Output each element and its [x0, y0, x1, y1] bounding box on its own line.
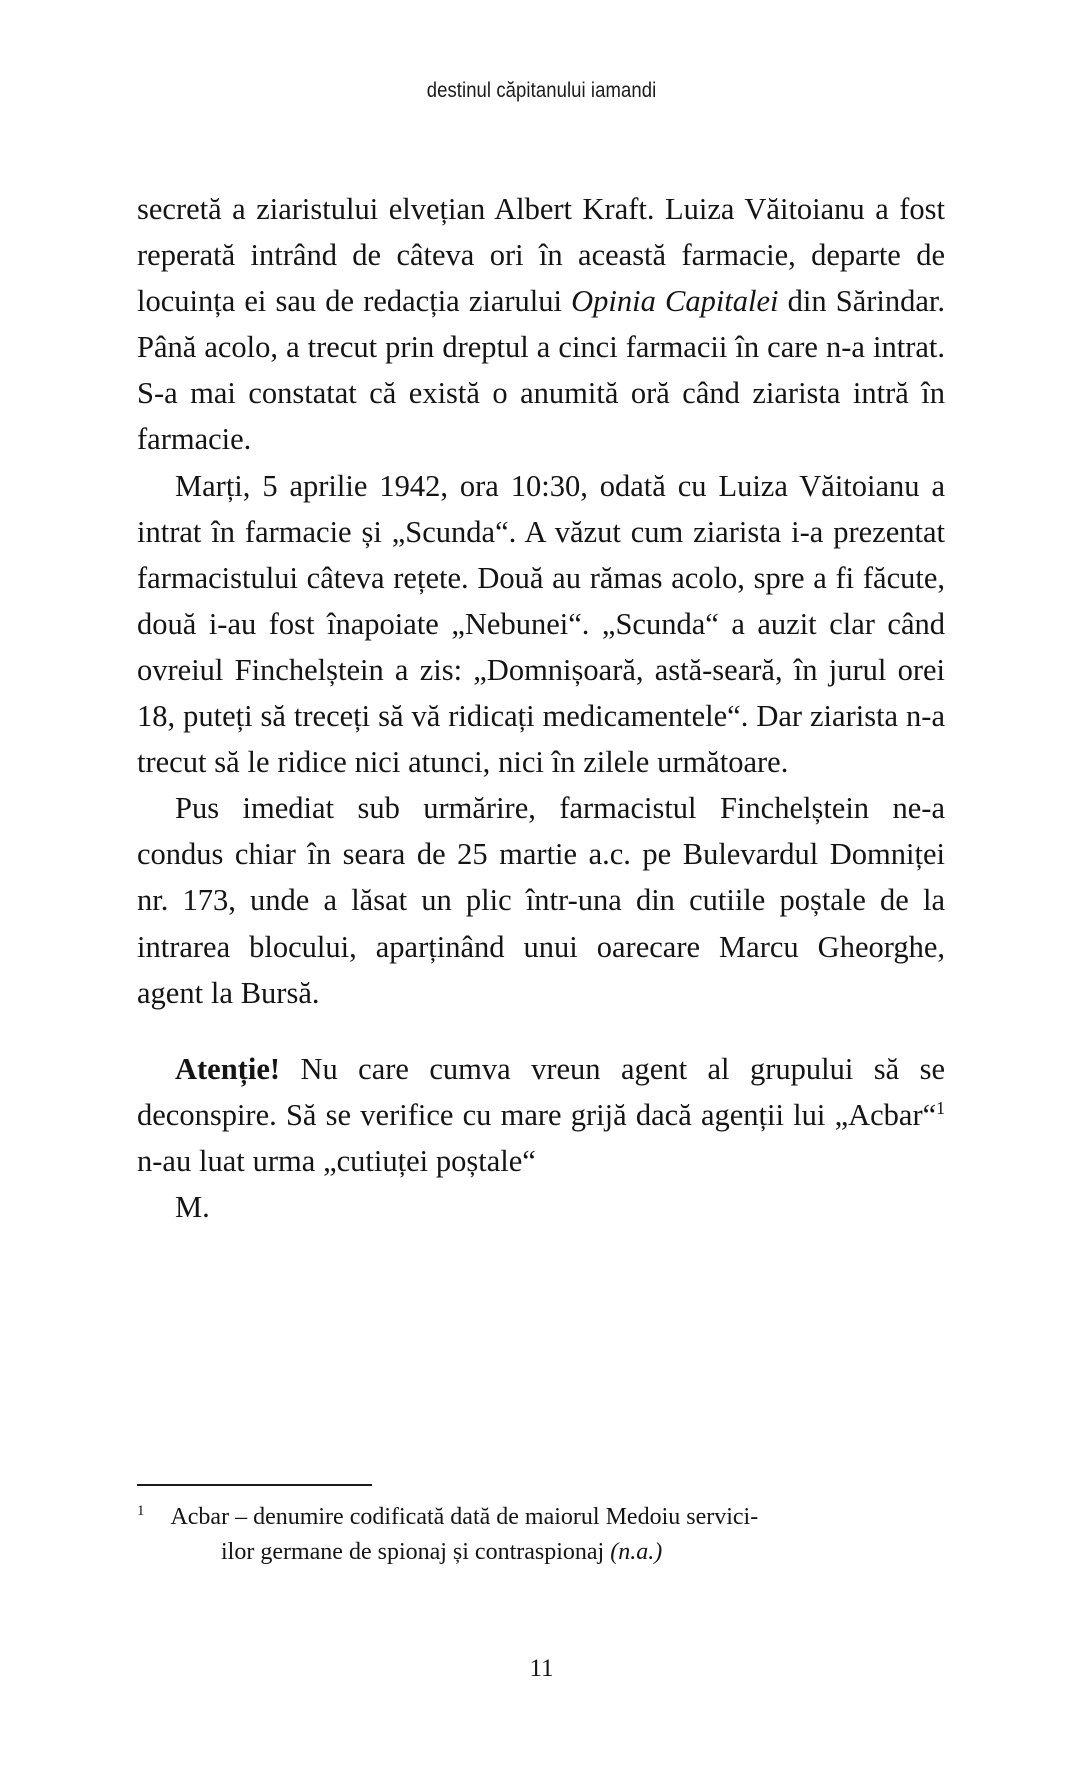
signature-initial: M. [175, 1189, 210, 1224]
paragraph-1-text-a: secretă a ziaristului elvețian Albert Kraft. Luiza Văitoianu a fost reperată intrând de câteva ori în această farmacie, departe de locuința ei sau de redacția ziarului [137, 192, 945, 319]
paragraph-5-signature [137, 1184, 945, 1230]
running-head: destinul căpitanului iamandi [426, 78, 657, 102]
body-text-block [137, 186, 945, 1230]
paragraph-4-text-a: Nu care cumva vreun agent al grupului să se deconspire. Să se verifice cu mare grijă dacă agenții lui „Acbar“ [137, 1051, 945, 1132]
paragraph-1 [137, 186, 945, 463]
footnote-reference-1[interactable]: 1 [936, 1097, 945, 1118]
paragraph-2 [137, 463, 945, 786]
page-number: 11 [529, 1655, 554, 1682]
attention-label: Atenție! [175, 1051, 281, 1086]
footnote-marker: 1 [137, 1502, 145, 1519]
paragraph-4-attention [137, 1046, 945, 1184]
footnote-1 [137, 1500, 945, 1570]
footnote-text-line2: ilor germane de spionaj și contraspionaj [221, 1539, 611, 1565]
footnote-zone [137, 1484, 945, 1570]
paragraph-3-text: Pus imediat sub urmărire, farmacistul Finchelștein ne-a condus chiar în seara de 25 martie a.c. pe Bulevardul Domniței nr. 173, unde a lăsat un plic într-una din cutiile poștale de la intrarea blocului, aparținând unui oarecare Marcu Gheorghe, agent la Bursă. [137, 791, 945, 1010]
footnote-text-line2-wrapper [179, 1535, 945, 1570]
paragraph-3 [137, 785, 945, 1015]
paragraph-gap [137, 1016, 945, 1046]
paragraph-2-text: Marți, 5 aprilie 1942, ora 10:30, odată cu Luiza Văitoianu a intrat în farmacie și „Scunda“. A văzut cum ziarista i-a prezentat farmacistului câteva rețete. Două au rămas acolo, spre a fi făcute, două i-au fost înapoiate „Nebunei“. „Scunda“ a auzit clar când ovreiul Finchelștein a zis: „Domnișoară, astă-seară, în jurul orei 18, puteți să treceți să vă ridicați medicamentele“. Dar ziarista n-a trecut să le ridice nici atunci, nici în zilele următoare. [137, 468, 945, 780]
footnote-text-line1: Acbar – denumire codificată dată de maiorul Medoiu servici- [170, 1504, 759, 1530]
paragraph-4-text-b: n-au luat urma „cutiuței poștale“ [137, 1143, 536, 1178]
footnote-note-abbrev: (n.a.) [610, 1539, 663, 1565]
footnote-separator-rule [137, 1484, 372, 1486]
paragraph-1-text-b: din Sărindar. Până acolo, a trecut prin dreptul a cinci farmacii în care n-a intrat. S-a mai constatat că există o anumită oră când ziarista intră în farmacie. [137, 284, 946, 457]
book-title-opinia-capitalei: Opinia Capitalei [571, 284, 779, 319]
